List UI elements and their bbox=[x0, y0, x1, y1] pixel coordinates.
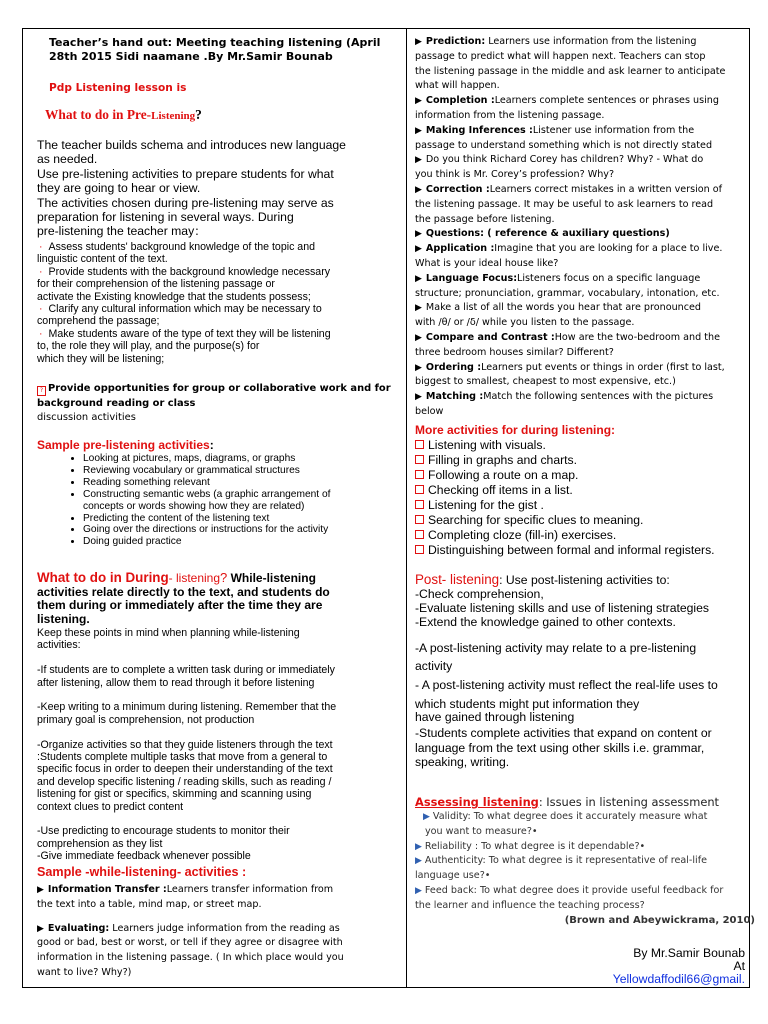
activity-text: How are the two-bedroom and the bbox=[554, 331, 720, 343]
during-body-line: :Students complete multiple tasks that move from a general to bbox=[37, 751, 328, 764]
during-body-gap bbox=[37, 652, 393, 664]
more-item bbox=[415, 498, 751, 513]
activity-label: Application : bbox=[425, 243, 495, 255]
checkbox-icon bbox=[415, 545, 424, 554]
during-body-gap bbox=[37, 813, 393, 825]
triangle-bullet-icon: ▶ bbox=[415, 841, 422, 852]
pre-point bbox=[37, 266, 389, 278]
pre-intro-line: they are going to hear or view. bbox=[37, 181, 201, 196]
checkbox-icon bbox=[415, 470, 424, 479]
triangle-bullet-icon: ▶ bbox=[37, 885, 44, 895]
q-suffix: ? bbox=[195, 107, 202, 122]
checkbox-icon bbox=[415, 485, 424, 494]
right-column bbox=[415, 29, 755, 987]
during-body-gap bbox=[37, 689, 393, 701]
pdp-label: Pdp Listening lesson is bbox=[49, 82, 187, 94]
more-item-text: Following a route on a map. bbox=[428, 468, 579, 482]
during-body-line: comprehension as they list bbox=[37, 837, 163, 850]
sample-while-text: Sample -while-listening- activities bbox=[37, 865, 239, 879]
activity-line: three bedroom houses similar? Different? bbox=[415, 346, 614, 358]
handout-title bbox=[49, 36, 389, 64]
post-line: activity bbox=[415, 659, 453, 674]
checkbox-icon bbox=[415, 500, 424, 509]
assess-line bbox=[415, 884, 755, 899]
during-body-line: activities: bbox=[37, 639, 81, 652]
q-prefix: What to do in bbox=[45, 107, 127, 122]
pre-intro-line: pre-listening the teacher may： bbox=[37, 224, 207, 239]
spacer bbox=[415, 629, 751, 637]
pre-group bbox=[37, 382, 391, 426]
list-item: • Predicting the content of the listening text bbox=[83, 513, 389, 525]
activity-line bbox=[415, 124, 751, 139]
assess-line: language use?• bbox=[415, 870, 491, 882]
group-text: Provide opportunities for group or collaborative work and for bbox=[48, 383, 391, 394]
pre-point-cont: for their comprehension of the listening passage or bbox=[37, 278, 275, 291]
pre-listening-question bbox=[45, 107, 202, 124]
during-body-line: Keep these points in mind when planning while-listening bbox=[37, 627, 300, 639]
post-text: -A post-listening activity may relate to a pre-listening bbox=[415, 641, 697, 656]
sample-while-heading bbox=[37, 865, 246, 879]
triangle-bullet-icon: ▶ bbox=[415, 332, 422, 343]
more-item-text: Completing cloze (fill-in) exercises. bbox=[428, 528, 617, 542]
more-item bbox=[415, 543, 751, 558]
during-body-line: primary goal is comprehension, not production bbox=[37, 713, 255, 726]
activity-label: Prediction: bbox=[425, 36, 486, 47]
post-line: -Students complete activities that expand on content or bbox=[415, 725, 712, 740]
triangle-bullet-icon: ▶ bbox=[415, 37, 422, 47]
activity-label: Language Focus: bbox=[425, 272, 518, 284]
activity-line: passage to predict what will happen next. Teachers can stop bbox=[415, 50, 706, 62]
activity-line: biggest to smallest, cheapest to most expensive, etc.) bbox=[415, 376, 676, 388]
sample-pre-colon: : bbox=[209, 438, 214, 452]
point-text: Clarify any cultural information which may be necessary to bbox=[48, 303, 322, 316]
while-activity-list bbox=[415, 35, 751, 420]
more-item-text: Checking off items in a list. bbox=[428, 483, 573, 497]
post-line: language from the text using other skills i.e. grammar, bbox=[415, 740, 705, 755]
assess-line bbox=[415, 840, 755, 855]
pre-point-cont: linguistic content of the text. bbox=[37, 253, 168, 266]
citation: (Brown and Abeywickrama, 2010) bbox=[564, 914, 755, 926]
triangle-bullet-icon: ▶ bbox=[37, 923, 44, 934]
during-body-line: after listening, allow them to read through it before listening bbox=[37, 676, 315, 689]
activity-label: Compare and Contrast : bbox=[425, 331, 555, 343]
activity-text: Learners correct mistakes in a written version of bbox=[489, 183, 723, 195]
activity-line bbox=[415, 331, 751, 346]
activity-text: Listener use information from the bbox=[532, 124, 695, 136]
sample-pre-list bbox=[37, 453, 389, 548]
activity-text: Imagine that you are looking for a place to live. bbox=[494, 243, 723, 255]
info-text: Learners transfer information from bbox=[166, 884, 334, 895]
left-column bbox=[29, 29, 391, 987]
handout-sheet bbox=[22, 28, 755, 988]
during-head-line: listening. bbox=[37, 611, 90, 626]
triangle-bullet-icon: ▶ bbox=[415, 856, 422, 867]
pre-point bbox=[37, 303, 389, 315]
pre-point-cont: which they will be listening; bbox=[37, 352, 165, 365]
info-transfer-line bbox=[37, 883, 393, 898]
activity-line: What is your ideal house like? bbox=[415, 257, 559, 269]
more-item-text: Filling in graphs and charts. bbox=[428, 453, 578, 467]
assess-heading-red: Assessing listening bbox=[415, 795, 539, 809]
checkbox-icon bbox=[415, 455, 424, 464]
triangle-bullet-icon: ▶ bbox=[415, 125, 422, 136]
activity-label: Correction : bbox=[425, 183, 490, 195]
pre-intro-text: as needed. bbox=[37, 152, 98, 167]
triangle-bullet-icon: ▶ bbox=[415, 96, 422, 107]
during-body-line: -Use predicting to encourage students to monitor their bbox=[37, 825, 290, 838]
assess-text: : To what degree is it dependable?• bbox=[471, 840, 646, 852]
during-head-line: activities relate directly to the text, and students do bbox=[37, 584, 330, 599]
info-transfer-line: the text into a table, mind map, or street map. bbox=[37, 898, 262, 910]
activity-text: Make a list of all the words you hear that are pronounced bbox=[425, 302, 701, 314]
checkbox-icon bbox=[415, 530, 424, 539]
assess-label: Reliability bbox=[424, 840, 472, 852]
list-item bbox=[83, 489, 389, 513]
spacer bbox=[37, 913, 393, 922]
more-item bbox=[415, 468, 751, 483]
group-line: discussion activities bbox=[37, 412, 136, 424]
assess-heading-rest: : Issues in listening assessment bbox=[538, 795, 720, 809]
during-body-line: -Keep writing to a minimum during listening. Remember that the bbox=[37, 701, 337, 714]
more-item bbox=[415, 528, 751, 543]
assess-line bbox=[415, 810, 755, 825]
during-body-line: -Give immediate feedback whenever possible bbox=[37, 850, 251, 863]
pre-point-cont: comprehend the passage; bbox=[37, 315, 160, 328]
sample-pre-heading-text: Sample pre-listening activities bbox=[37, 438, 210, 452]
q-red: Pre- bbox=[126, 107, 152, 122]
more-item-text: Distinguishing between formal and informal registers. bbox=[428, 543, 715, 557]
post-heading bbox=[415, 572, 751, 588]
activity-label: Making Inferences : bbox=[425, 124, 533, 136]
during-body-line: specific focus in order to deepen their understanding of the text bbox=[37, 763, 333, 776]
triangle-bullet-icon: ▶ bbox=[415, 273, 422, 284]
activity-line: the passage before listening. bbox=[415, 213, 555, 225]
list-item: • Doing guided practice bbox=[83, 536, 389, 548]
activity-text: Learners complete sentences or phrases using bbox=[494, 95, 719, 107]
pre-intro bbox=[37, 138, 387, 239]
more-item-text: Searching for specific clues to meaning. bbox=[428, 513, 644, 527]
activity-line: the listening passage in the middle and ask learner to anticipate bbox=[415, 65, 726, 77]
post-line: - A post-listening activity must reflect the real-life uses to bbox=[415, 678, 718, 693]
triangle-bullet-icon: ▶ bbox=[415, 362, 422, 373]
assess-heading bbox=[415, 795, 755, 810]
during-body-gap bbox=[37, 726, 393, 738]
list-item: • Going over the directions or instructions for the activity bbox=[83, 524, 389, 536]
during-head-bold: While-listening bbox=[227, 571, 316, 585]
post-line: have gained through listening bbox=[415, 710, 575, 725]
during-body-line: -Organize activities so that they guide listeners through the text bbox=[37, 738, 333, 751]
triangle-bullet-icon: ▶ bbox=[415, 155, 422, 166]
triangle-bullet-icon: ▶ bbox=[415, 244, 422, 255]
triangle-bullet-icon: ▶ bbox=[423, 812, 430, 822]
point-marker: · bbox=[39, 327, 43, 340]
more-item bbox=[415, 453, 751, 468]
point-marker: · bbox=[39, 265, 43, 278]
activity-label: Questions: ( reference & auxiliary questions) bbox=[425, 228, 670, 240]
missing-glyph-icon: ? bbox=[37, 386, 46, 396]
during-heading bbox=[37, 571, 391, 626]
post-line: -Evaluate listening skills and use of listening strategies bbox=[415, 600, 710, 615]
pre-point-cont: to, the role they will play, and the purpose(s) for bbox=[37, 340, 260, 353]
title-line-2: 28th 2015 Sidi naamane .By Mr.Samir Bounab bbox=[49, 50, 333, 63]
during-head-line: them during or immediately after the time they are bbox=[37, 598, 323, 613]
evaluating-line: want to live? Why?) bbox=[37, 966, 132, 978]
list-item: • Reviewing vocabulary or grammatical structures bbox=[83, 465, 389, 477]
during-head-red: What to do in During bbox=[37, 570, 169, 585]
sample-while-colon: : bbox=[238, 865, 247, 879]
pre-intro-line: The activities chosen during pre-listening may serve as bbox=[37, 195, 334, 210]
during-body-line: listening for gist or specifics, skimming and scanning using bbox=[37, 788, 312, 801]
activity-line bbox=[415, 272, 751, 287]
during-body-line: -If students are to complete a written task during or immediately bbox=[37, 664, 335, 677]
post-line bbox=[415, 637, 751, 659]
during-body-line: and develop specific listening / reading skills, such as reading / bbox=[37, 775, 332, 788]
assess-text: : To what degree does it provide useful feedback for bbox=[473, 884, 724, 896]
list-item-text: Constructing semantic webs (a graphic arrangement of bbox=[83, 488, 331, 500]
activity-line: information from the listening passage. bbox=[415, 109, 605, 121]
title-line-1: Teacher’s hand out: Meeting teaching listening (April bbox=[49, 36, 381, 49]
triangle-bullet-icon: ▶ bbox=[415, 392, 422, 403]
during-head-red2: - listening bbox=[168, 571, 221, 585]
activity-label: Ordering : bbox=[425, 361, 482, 373]
point-marker: · bbox=[39, 241, 43, 253]
checkbox-icon bbox=[415, 515, 424, 524]
more-item-text: Listening for the gist . bbox=[428, 498, 544, 512]
while-activities bbox=[37, 883, 393, 981]
point-text: Assess students' background knowledge of the topic and bbox=[48, 241, 315, 253]
activity-text: Match the following sentences with the pictures bbox=[483, 391, 714, 403]
column-divider bbox=[406, 29, 407, 987]
activity-line bbox=[415, 153, 751, 168]
activity-line: passage to understand something which is not directly stated bbox=[415, 139, 713, 151]
more-activities-list bbox=[415, 438, 751, 558]
activity-line: what will happen. bbox=[415, 80, 500, 92]
activity-line bbox=[415, 183, 751, 198]
during-body bbox=[37, 627, 393, 863]
activity-line: below bbox=[415, 405, 444, 417]
assess-label: Authenticity bbox=[424, 855, 483, 867]
checkbox-icon bbox=[415, 440, 424, 449]
post-line: which students might put information they bbox=[415, 697, 640, 712]
pre-intro-line: preparation for listening in several ways. During bbox=[37, 210, 294, 225]
evaluating-line: good or bad, best or worst, or tell if they agree or disagree with bbox=[37, 937, 343, 949]
info-label: Information Transfer : bbox=[47, 884, 167, 895]
pre-intro-line: Use pre-listening activities to prepare students for what bbox=[37, 166, 334, 181]
activity-line bbox=[415, 94, 751, 109]
assess-line: the learner and influence the teaching process? bbox=[415, 899, 645, 911]
during-body-line: context clues to predict content bbox=[37, 800, 184, 813]
activity-line: you think is Mr. Corey’s profession? Why? bbox=[415, 169, 615, 181]
more-item-text: Listening with visuals. bbox=[428, 438, 546, 452]
point-text: Provide students with the background knowledge necessary bbox=[48, 265, 331, 278]
post-line: speaking, writing. bbox=[415, 754, 510, 769]
post-line: -Check comprehension, bbox=[415, 587, 544, 601]
triangle-bullet-icon: ▶ bbox=[415, 303, 422, 314]
activity-text: Learners use information from the listening bbox=[485, 36, 697, 47]
post-heading-red: Post- listening bbox=[415, 572, 500, 587]
more-activities-heading: More activities for during listening: bbox=[415, 423, 616, 437]
eval-text: Learners judge information from the reading as bbox=[109, 922, 340, 934]
triangle-bullet-icon: ▶ bbox=[415, 885, 422, 896]
activity-line bbox=[415, 361, 751, 376]
assess-text: : To what degree is it representative of real-life bbox=[482, 855, 707, 867]
list-item-text: concepts or words showing how they are related) bbox=[83, 500, 305, 512]
triangle-bullet-icon: ▶ bbox=[415, 229, 422, 240]
assessing-listening bbox=[415, 795, 755, 928]
list-item: • Reading something relevant bbox=[83, 477, 389, 489]
point-text: Make students aware of the type of text they will be listening bbox=[48, 327, 331, 340]
activity-line bbox=[415, 227, 751, 242]
activity-line bbox=[415, 301, 751, 316]
assess-line: you want to measure?• bbox=[425, 825, 538, 837]
activity-text: Learners put events or things in order (first to last, bbox=[481, 361, 725, 373]
evaluating-line bbox=[37, 922, 393, 937]
q-red-small: Listening bbox=[151, 110, 196, 122]
pre-point bbox=[37, 328, 389, 340]
during-head-q: ? bbox=[220, 570, 228, 585]
pre-intro-line: The teacher builds schema and introduces new language bbox=[37, 138, 346, 152]
assess-line bbox=[415, 854, 755, 869]
assess-label: Validity bbox=[432, 811, 468, 822]
pre-point-cont: activate the Existing knowledge that the students possess; bbox=[37, 290, 311, 303]
more-item bbox=[415, 483, 751, 498]
pre-points bbox=[37, 241, 389, 365]
activity-line bbox=[415, 390, 751, 405]
point-marker: · bbox=[39, 303, 43, 316]
eval-label: Evaluating: bbox=[47, 922, 110, 934]
during-head-line bbox=[37, 571, 391, 586]
activity-line: structure; pronunciation, grammar, vocabulary, intonation, etc. bbox=[415, 287, 720, 299]
author-at: At bbox=[733, 959, 745, 973]
post-line: -Extend the knowledge gained to other contexts. bbox=[415, 614, 676, 629]
more-item bbox=[415, 513, 751, 528]
more-item bbox=[415, 438, 751, 453]
author-email[interactable]: Yellowdaffodil66@gmail. bbox=[612, 972, 745, 986]
triangle-bullet-icon: ▶ bbox=[415, 184, 422, 195]
group-line bbox=[37, 382, 391, 397]
activity-line: the listening passage. It may be useful to ask learners to read bbox=[415, 198, 714, 210]
post-listening bbox=[415, 572, 751, 769]
group-line: background reading or class bbox=[37, 397, 196, 409]
list-item: • Looking at pictures, maps, diagrams, or graphs bbox=[83, 453, 389, 465]
assess-label: Feed back bbox=[424, 884, 474, 896]
assess-text: : To what degree does it accurately measure what bbox=[467, 811, 708, 822]
activity-text: Listeners focus on a specific language bbox=[517, 272, 701, 284]
sample-pre-heading bbox=[37, 438, 214, 452]
activity-text: Do you think Richard Corey has children? Why? - What do bbox=[425, 154, 704, 166]
activity-line bbox=[415, 242, 751, 257]
activity-label: Completion : bbox=[425, 95, 495, 107]
post-heading-rest: : Use post-listening activities to: bbox=[499, 573, 670, 587]
activity-line: with /θ/ or /δ/ while you listen to the passage. bbox=[415, 317, 635, 329]
pre-point bbox=[37, 241, 389, 253]
activity-line bbox=[415, 35, 751, 50]
author-name: By Mr.Samir Bounab bbox=[633, 946, 745, 960]
author-signature bbox=[613, 947, 745, 986]
pre-intro-line bbox=[37, 152, 387, 166]
activity-label: Matching : bbox=[425, 391, 484, 403]
evaluating-line: information in the listening passage. ( In which place would you bbox=[37, 952, 344, 964]
